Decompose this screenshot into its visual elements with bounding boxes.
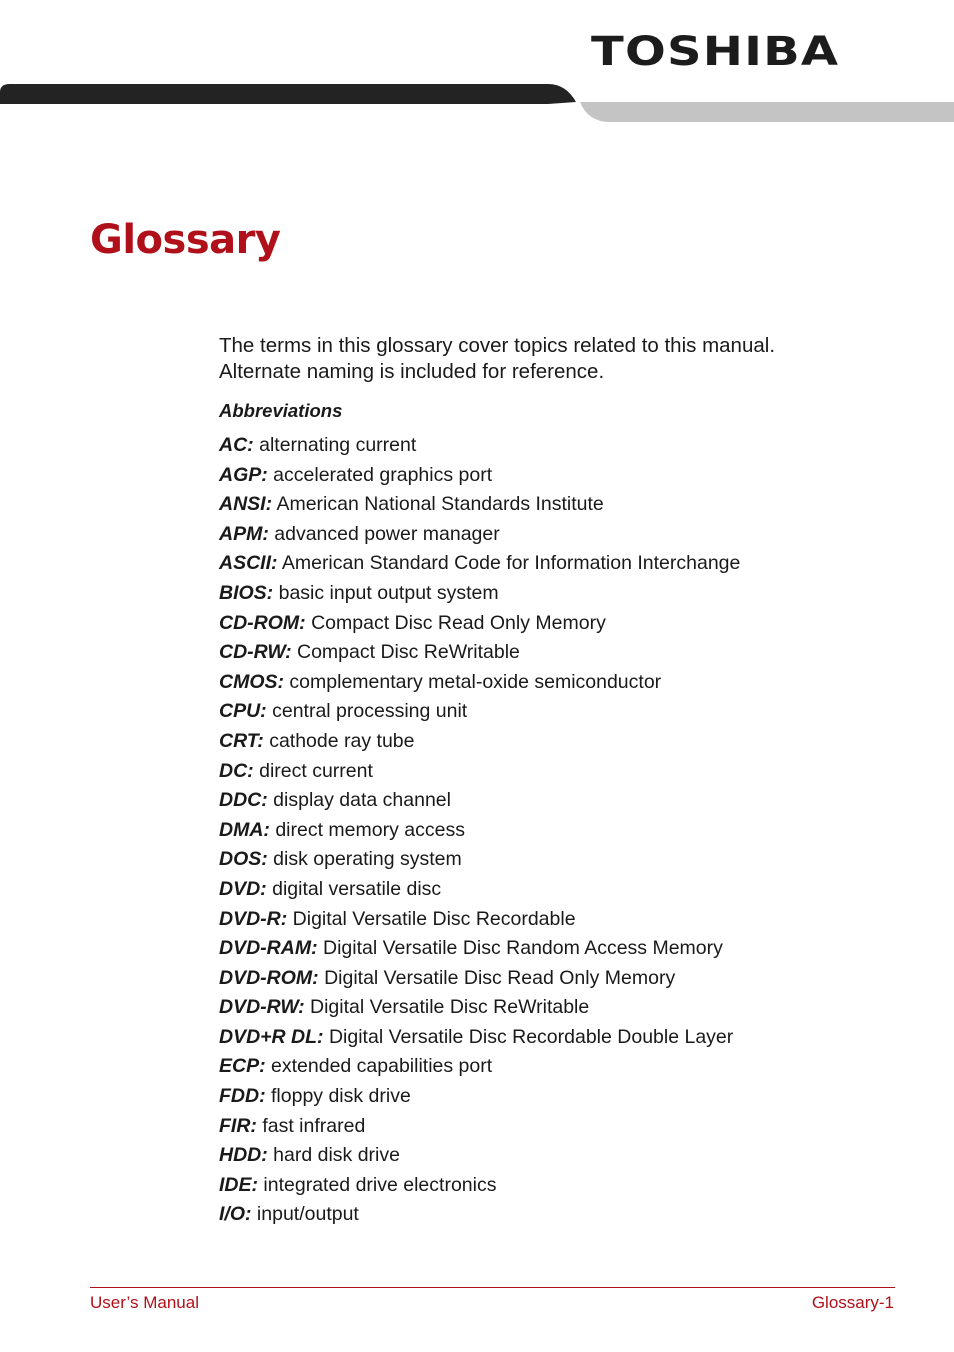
glossary-definition: American Standard Code for Information Interchange	[281, 552, 741, 575]
glossary-abbreviation: FDD:	[219, 1085, 266, 1108]
glossary-definition: Compact Disc ReWritable	[297, 641, 520, 664]
header-dark-bar	[0, 84, 576, 104]
glossary-entry	[219, 845, 740, 875]
glossary-abbreviation: DVD-ROM:	[219, 966, 319, 989]
glossary-entry	[219, 875, 740, 905]
glossary-definition: accelerated graphics port	[273, 463, 493, 486]
glossary-abbreviation: DVD+R DL:	[219, 1025, 324, 1048]
glossary-entry	[219, 431, 740, 461]
page-title: Glossary	[90, 217, 281, 263]
glossary-definition: basic input output system	[278, 581, 499, 604]
glossary-abbreviation: FIR:	[219, 1114, 257, 1137]
glossary-abbreviation: CD-RW:	[219, 641, 292, 664]
glossary-definition: fast infrared	[262, 1114, 366, 1137]
glossary-definition: Digital Versatile Disc ReWritable	[310, 996, 590, 1019]
glossary-abbreviation: AGP:	[219, 463, 268, 486]
glossary-definition: display data channel	[273, 789, 451, 812]
glossary-abbreviation: DDC:	[219, 789, 268, 812]
glossary-definition: advanced power manager	[274, 522, 500, 545]
glossary-abbreviation: AC:	[219, 434, 254, 456]
glossary-entry	[219, 934, 740, 964]
glossary-definition: American National Standards Institute	[276, 493, 604, 516]
glossary-entry	[219, 1171, 740, 1201]
glossary-definition: extended capabilities port	[271, 1055, 493, 1078]
glossary-abbreviation: HDD:	[219, 1144, 268, 1167]
glossary-definition: input/output	[256, 1203, 359, 1226]
glossary-definition: Digital Versatile Disc Recordable	[292, 907, 576, 930]
glossary-abbreviation: IDE:	[219, 1173, 258, 1196]
glossary-entry	[219, 993, 740, 1023]
footer-manual-label: User’s Manual	[90, 1293, 199, 1312]
footer-page-number: Glossary-1	[811, 1293, 894, 1312]
glossary-definition: Digital Versatile Disc Random Access Memory	[323, 937, 723, 960]
glossary-definition: direct current	[259, 759, 373, 782]
glossary-abbreviation: CMOS:	[219, 670, 284, 693]
glossary-definition: digital versatile disc	[272, 877, 442, 900]
glossary-entry	[219, 668, 740, 698]
intro-paragraph	[219, 333, 919, 385]
glossary-definition: direct memory access	[275, 818, 465, 841]
glossary-abbreviation: DC:	[219, 759, 254, 782]
glossary-entry	[219, 964, 740, 994]
intro-line-2: Alternate naming is included for reference.	[219, 360, 605, 383]
glossary-definition: Compact Disc Read Only Memory	[311, 611, 606, 634]
glossary-entry	[219, 549, 740, 579]
glossary-abbreviation: DOS:	[219, 848, 268, 871]
glossary-definition: hard disk drive	[273, 1144, 400, 1167]
toshiba-logo: TOSHIBA	[591, 29, 840, 75]
glossary-abbreviation: ANSI:	[219, 493, 273, 516]
glossary-entry	[219, 786, 740, 816]
glossary-entry	[219, 727, 740, 757]
glossary-entry	[219, 461, 740, 491]
glossary-abbreviation: ASCII:	[219, 552, 278, 575]
glossary-definition: disk operating system	[273, 848, 462, 871]
glossary-definition: complementary metal-oxide semiconductor	[289, 670, 662, 693]
glossary-definition: Digital Versatile Disc Recordable Double Layer	[328, 1025, 734, 1048]
glossary-definition: integrated drive electronics	[263, 1173, 497, 1196]
glossary-entry	[219, 697, 740, 727]
glossary-abbreviation: ECP:	[219, 1055, 266, 1078]
glossary-term-list	[219, 431, 740, 1230]
glossary-entry	[219, 638, 740, 668]
glossary-definition: alternating current	[259, 434, 417, 456]
glossary-entry	[219, 1082, 740, 1112]
glossary-entry	[219, 1112, 740, 1142]
footer-rule	[90, 1287, 895, 1288]
glossary-entry	[219, 490, 740, 520]
glossary-abbreviation: APM:	[219, 522, 269, 545]
glossary-abbreviation: CPU:	[219, 700, 267, 723]
glossary-entry	[219, 905, 740, 935]
glossary-entry	[219, 1052, 740, 1082]
glossary-entry	[219, 757, 740, 787]
glossary-entry	[219, 579, 740, 609]
glossary-abbreviation: DVD-RAM:	[219, 937, 318, 960]
glossary-abbreviation: DVD-R:	[219, 907, 288, 930]
glossary-abbreviation: DVD-RW:	[219, 996, 305, 1019]
header-light-bar	[580, 102, 954, 122]
glossary-abbreviation: CRT:	[219, 729, 264, 752]
glossary-entry	[219, 1200, 740, 1230]
glossary-entry	[219, 1141, 740, 1171]
section-heading: Abbreviations	[219, 400, 343, 421]
glossary-abbreviation: I/O:	[219, 1203, 252, 1226]
glossary-abbreviation: DVD:	[219, 877, 267, 900]
glossary-entry	[219, 1023, 740, 1053]
glossary-abbreviation: BIOS:	[219, 581, 274, 604]
glossary-definition: floppy disk drive	[271, 1085, 411, 1108]
glossary-definition: Digital Versatile Disc Read Only Memory	[324, 966, 676, 989]
glossary-entry	[219, 816, 740, 846]
glossary-entry	[219, 520, 740, 550]
glossary-abbreviation: CD-ROM:	[219, 611, 306, 634]
glossary-definition: cathode ray tube	[269, 729, 415, 752]
glossary-abbreviation: DMA:	[219, 818, 270, 841]
header-bars	[0, 84, 954, 124]
glossary-entry	[219, 609, 740, 639]
intro-line-1: The terms in this glossary cover topics related to this manual.	[219, 334, 776, 357]
glossary-definition: central processing unit	[272, 700, 468, 723]
